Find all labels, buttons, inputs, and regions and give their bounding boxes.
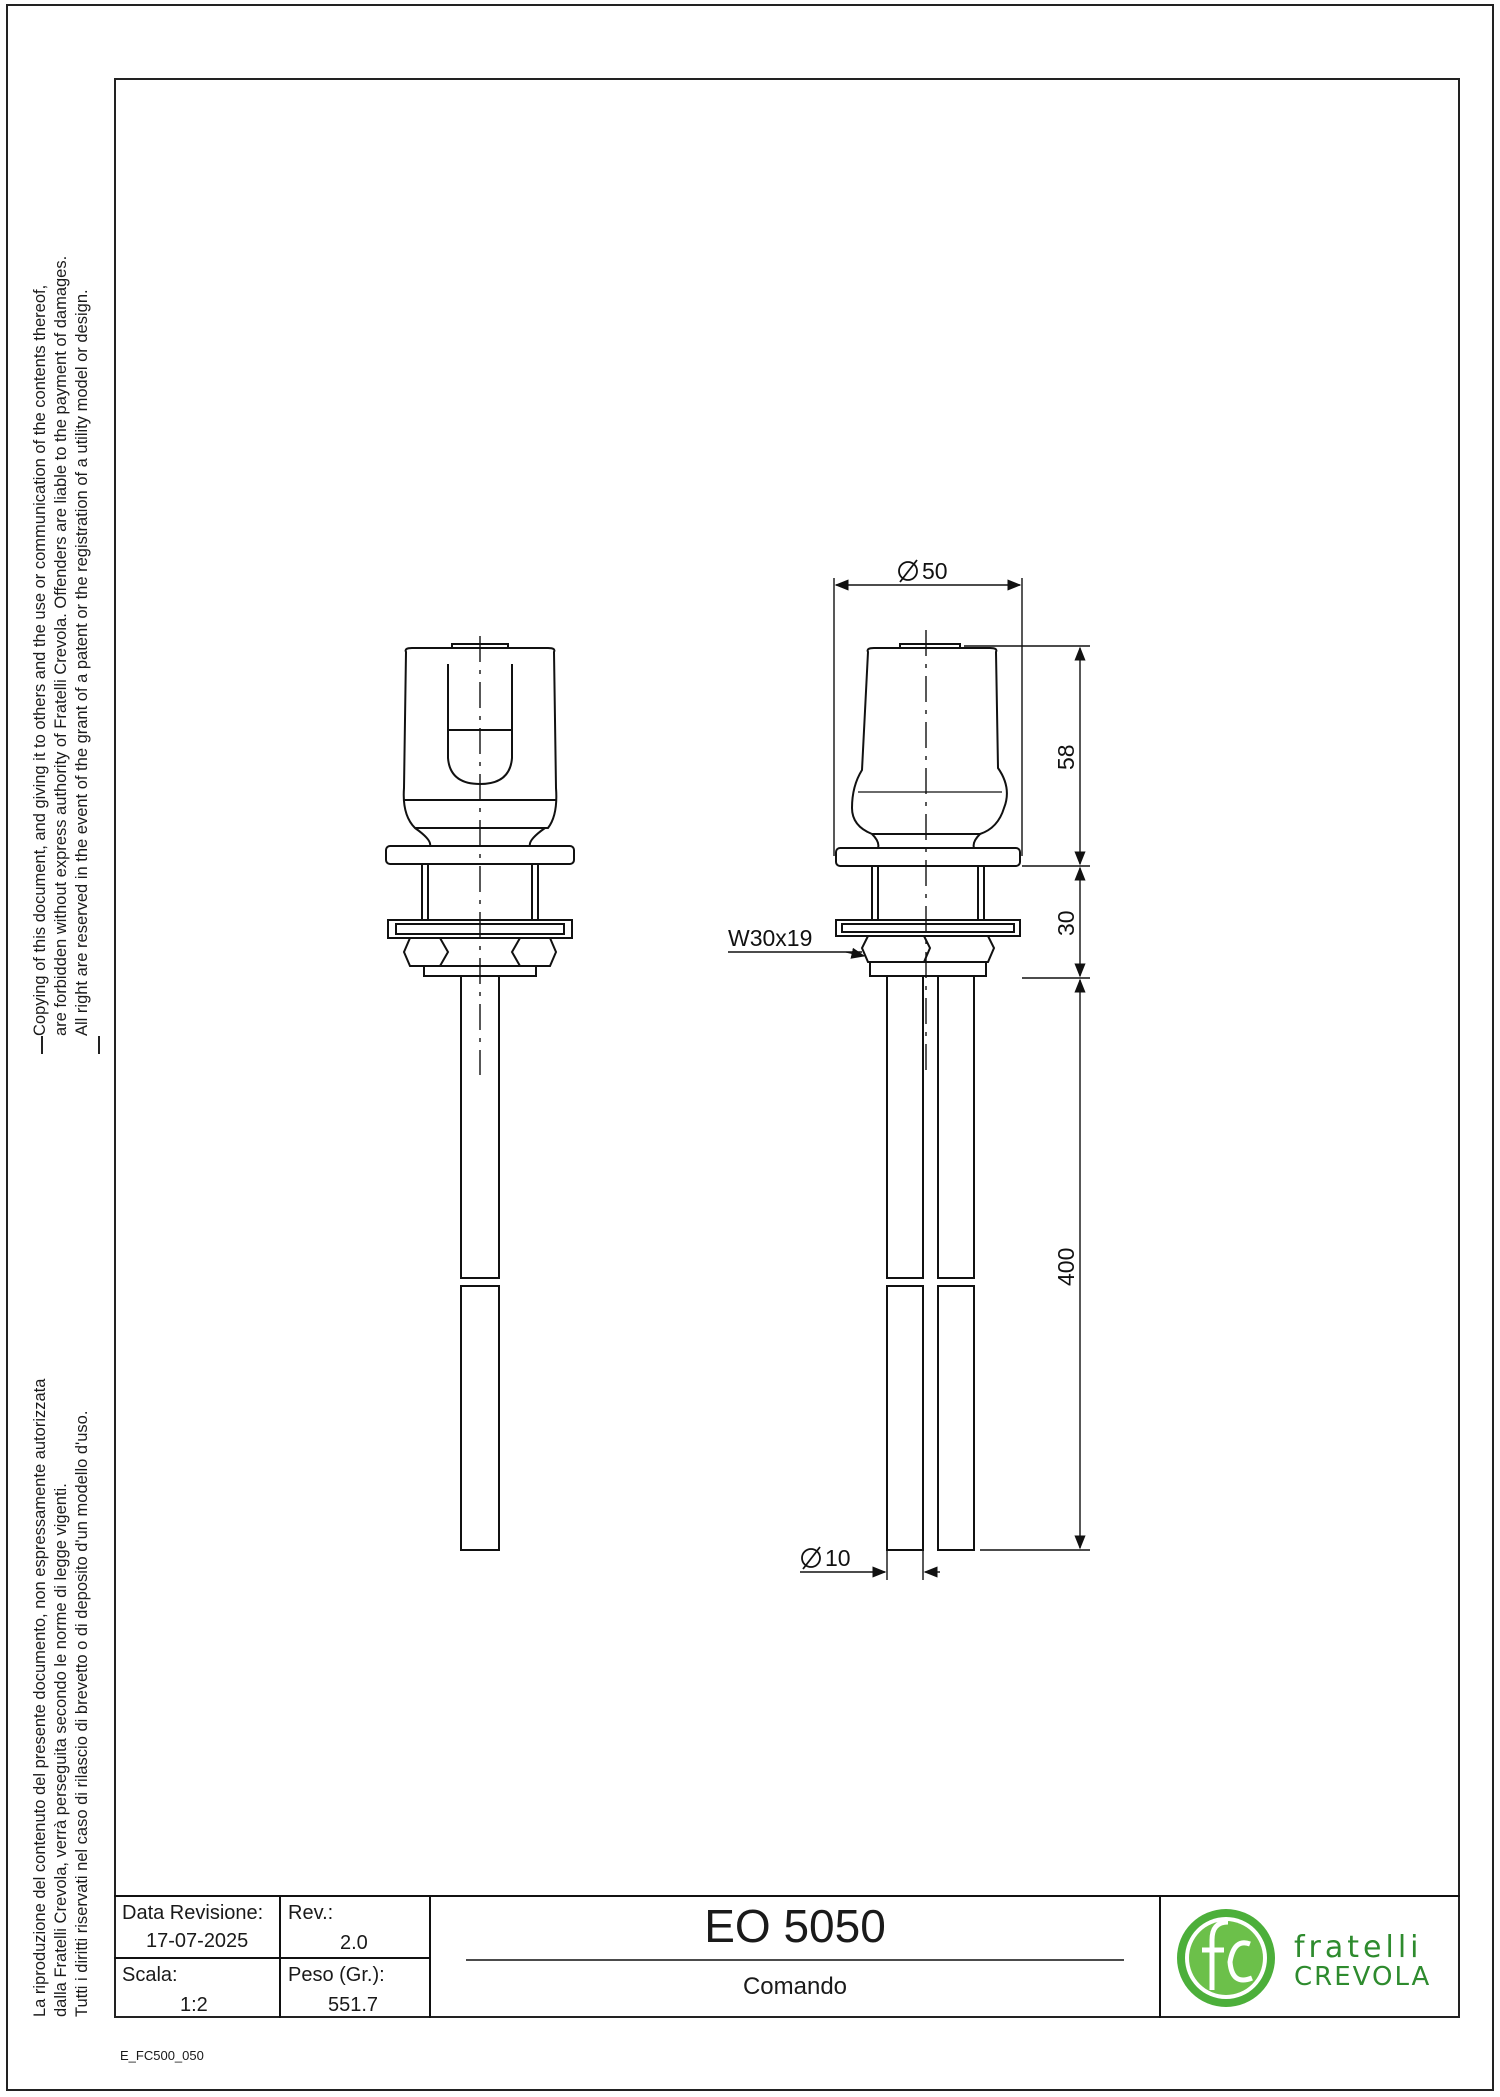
dim-diameter-10: 10 xyxy=(825,1545,851,1571)
tube-lower xyxy=(461,1286,499,1550)
legal-notice-line: Copying of this document, and giving it to others and the use or communication of the contents thereof, xyxy=(31,284,49,1036)
dimension-lines xyxy=(728,578,1090,1580)
brand-logo-mark xyxy=(1177,1909,1275,2007)
side-view xyxy=(836,644,1020,1550)
tube-right-upper xyxy=(938,976,974,1278)
drawing-code: E_FC500_050 xyxy=(120,2048,204,2063)
legal-notice-line: All right are reserved in the event of the grant of a patent or the registration of a utility model or design. xyxy=(73,289,91,1036)
tube-left-upper xyxy=(887,976,923,1278)
rev-value: 2.0 xyxy=(340,1932,368,1954)
dim-height-58: 58 xyxy=(1053,744,1079,770)
diameter-symbols xyxy=(802,560,917,1569)
legal-notice-line: dalla Fratelli Crevola, verrà perseguita secondo le norme di legge vigenti. xyxy=(52,1483,70,2017)
flange-side xyxy=(836,848,1020,866)
dim-thread: W30x19 xyxy=(728,925,813,951)
product-code: EO 5050 xyxy=(704,1900,886,1952)
product-description: Comando xyxy=(742,1973,848,2000)
revision-date: 17-07-2025 xyxy=(146,1930,249,1952)
tube-left-lower xyxy=(887,1286,923,1550)
scale-value: 1:2 xyxy=(180,1994,208,2016)
logo-text-crevola: CREVOLA xyxy=(1294,1962,1432,1992)
dim-height-30: 30 xyxy=(1053,910,1079,936)
weight-label: Peso (Gr.): xyxy=(288,1964,385,1986)
legal-notice-line: Tutti i diritti riservati nel caso di rilascio di brevetto o di deposito d'un modello d'uso. xyxy=(73,1410,91,2017)
body-side xyxy=(872,866,984,920)
scale-label: Scala: xyxy=(122,1964,178,1986)
revision-date-label: Data Revisione: xyxy=(122,1902,264,1924)
dim-diameter-50: 50 xyxy=(922,558,948,584)
washer-plate-side xyxy=(836,920,1020,936)
nut-side xyxy=(862,936,994,962)
dim-length-400: 400 xyxy=(1053,1247,1079,1286)
weight-value: 551.7 xyxy=(328,1994,379,2016)
tube-right-lower xyxy=(938,1286,974,1550)
rev-label: Rev.: xyxy=(288,1902,334,1924)
logo-text-fratelli: fratelli xyxy=(1294,1930,1423,1965)
handle-outline-side xyxy=(852,648,1007,834)
legal-notice-line: are forbidden without express authority of Fratelli Crevola. Offenders are liable to the payment of damages. xyxy=(52,255,70,1036)
legal-notice-line: La riproduzione del contenuto del presente documento, non espressamente autorizzata xyxy=(31,1378,49,2017)
